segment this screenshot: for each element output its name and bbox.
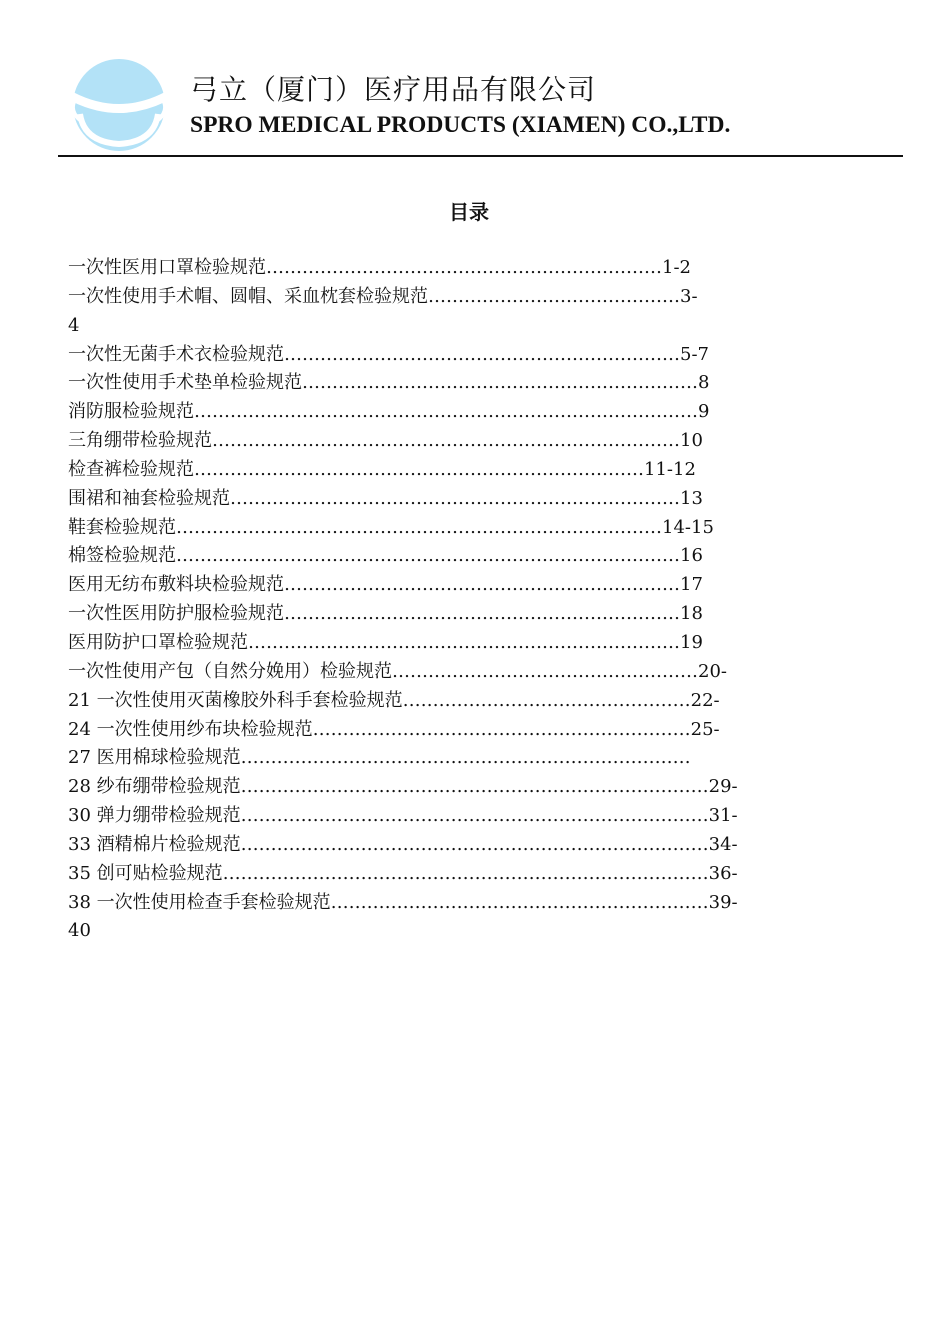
toc-line: 鞋套检验规范………………………………………………………………………14-15 <box>68 516 714 538</box>
toc-line: 一次性使用手术帽、圆帽、采血枕套检验规范……………………………………3- <box>68 285 698 307</box>
toc-line: 一次性无菌手术衣检验规范…………………………………………………………5-7 <box>68 343 709 365</box>
toc-line: 33 酒精棉片检验规范……………………………………………………………………34- <box>68 833 738 855</box>
toc-line: 38 一次性使用检查手套检验规范………………………………………………………39- <box>68 891 738 913</box>
toc-line: 35 创可贴检验规范………………………………………………………………………36- <box>68 862 738 884</box>
header-divider <box>58 155 903 157</box>
toc-line: 棉签检验规范…………………………………………………………………………16 <box>68 545 703 567</box>
toc-line: 一次性使用产包（自然分娩用）检验规范……………………………………………20- <box>68 660 727 682</box>
toc-line: 27 医用棉球检验规范………………………………………………………………… <box>68 747 691 769</box>
company-logo <box>70 58 168 152</box>
toc-line: 医用无纺布敷料块检验规范…………………………………………………………17 <box>68 574 703 596</box>
toc-line: 检查裤检验规范…………………………………………………………………11-12 <box>68 458 696 480</box>
toc-line: 一次性医用口罩检验规范…………………………………………………………1-2 <box>68 257 691 278</box>
table-of-contents <box>68 254 883 946</box>
toc-line: 消防服检验规范…………………………………………………………………………9 <box>68 401 710 423</box>
toc-line: 一次性使用手术垫单检验规范…………………………………………………………8 <box>68 372 710 394</box>
toc-line: 28 纱布绷带检验规范……………………………………………………………………29- <box>68 776 738 798</box>
toc-line: 三角绷带检验规范……………………………………………………………………10 <box>68 430 703 452</box>
toc-line: 21 一次性使用灭菌橡胶外科手套检验规范…………………………………………22- <box>68 689 720 711</box>
company-name-english: SPRO MEDICAL PRODUCTS (XIAMEN) CO.,LTD. <box>190 112 731 138</box>
toc-line: 围裙和袖套检验规范…………………………………………………………………13 <box>68 487 703 509</box>
toc-line: 一次性医用防护服检验规范…………………………………………………………18 <box>68 603 703 625</box>
toc-line: 医用防护口罩检验规范………………………………………………………………19 <box>68 631 703 653</box>
toc-line: 24 一次性使用纱布块检验规范………………………………………………………25- <box>68 718 720 740</box>
toc-line: 40 <box>68 920 91 942</box>
company-name-chinese: 弓立（厦门）医疗用品有限公司 <box>190 73 597 106</box>
toc-title: 目录 <box>449 200 489 224</box>
toc-line: 4 <box>68 314 80 336</box>
toc-line: 30 弹力绷带检验规范……………………………………………………………………31- <box>68 805 738 827</box>
